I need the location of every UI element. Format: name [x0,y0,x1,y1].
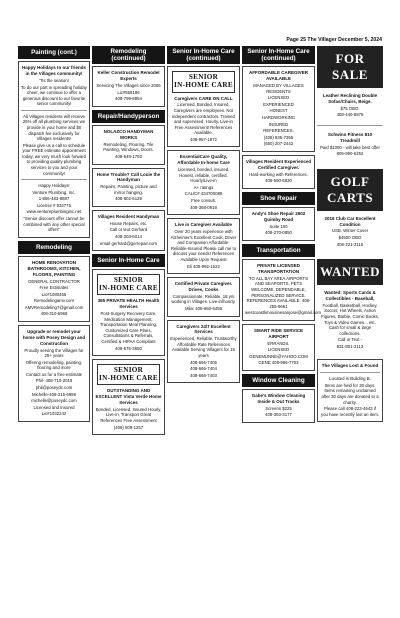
ad-leather-sofas [317,90,383,122]
ad-title: OUTSTANDING AND EXCELLENT Vista Verde Home Services [95,388,162,406]
section-head-shoe-repair: Shoe Repair [242,192,315,205]
ad-line: License # 934775 [37,202,71,208]
ad-title: Happy Holidays to our friends in the Villages community! [21,65,86,77]
ad-line: 408-649-1793 [115,153,142,159]
ad-sports-cards [317,287,383,353]
ad-title: HOME RENOVATION BATHROOMS, KITCHEN, FLOORS, PAINTING [27,260,81,277]
ad-title: SMART RIDE SERVICE AIRPORT [254,327,303,339]
ad-line: michelle@poseydc.com [31,398,77,404]
ad-title: 2016 Club Car Excellent Condition [324,215,376,227]
ad-line: "Senior discount offer cannot be combined with any other special offers" [23,216,85,233]
ad-line: 408-799-8854 [115,96,142,102]
ad-posey-design [18,325,90,422]
ad-line: westcoastlimousinesanjose@gmail.com [245,310,322,316]
ad-line: REFERENCES. [263,128,294,134]
ad-line: 831-801-2113 [336,343,364,349]
ad-venture-plumbing [18,61,90,238]
ad-title: Schwinn Fitness 810 Treadmill [327,131,373,143]
ad-title: Live in Caregiver Available [175,222,232,228]
ad-line: Contact us for a free estimate [25,371,83,377]
ad-line: LICENSED [267,347,290,353]
ad-title: Andy's Shoe Repair 2602 Quimby Road [251,211,306,222]
ad-title: Villages Resident Experienced Certified Caregiver. [245,158,312,170]
ad-line: phil@poseydc.com [35,385,73,391]
ad-line: Experienced, Reliable, Trustworthy Affordable Rate References Available Serving Villagers for 15 years [170,336,237,358]
ad-line: Michelle-408-315-6998 [32,391,76,397]
ad-line: All Villages residents will receive 25% off all plumbing services we provide in your home and $0 dispatch fee exclusively for Villages residents! [22,113,86,142]
ad-line: House Repairs, etc. [109,220,148,226]
section-head-remodeling: Remodeling [18,241,90,254]
ad-line: 408-270-0850 [265,230,292,236]
ad-line: 408-203-6014 [115,233,142,239]
ad-title: Leather Reclining Double Sofas/Chairs, Beige. [322,93,378,104]
ad-line: INSURED [268,121,289,127]
ad-line: 408-221-2115 [336,241,364,247]
column-3 [167,46,240,386]
ad-certified-private-caregiver [167,277,240,316]
ad-line: 408-666-7405 [190,359,217,365]
section-head-window-cleaning: Window Cleaning [242,374,315,387]
ad-title: Upgrade or remodel your home with Posey Design and Construction [22,329,86,346]
ad-schwinn-treadmill [317,129,383,161]
ad-line: 408-393-3177 [265,412,292,418]
ad-365-private-health [92,269,165,356]
ad-line: email gerhard@gerrepair.com [100,240,157,246]
ad-line: GENERAL CONTRACTOR [28,278,80,284]
ad-line: USB, Winter Cover [331,228,369,234]
ad-title: Caregivers 24/7 Excellent Services [176,323,231,335]
ad-line: 'Tis the season! [39,77,69,83]
section-head-senior-care-continued-2: Senior In-Home Care (continued) [242,46,315,64]
senior-care-logo: SENIOR IN-HOME CARE [97,274,160,295]
section-head-senior-care-continued: Senior In-Home Care (continued) [167,46,240,64]
ad-line: (650) 207-2442 [263,141,294,147]
ad-title: 365 PRIVATE HEALTH Health Services [97,298,160,310]
ad-line: Over 20 years experience with Alzheimer's Excellent Cook, Driver and Companion Affordable-Reliable-Insured Please call me to discuss your needs! References Available Upon Request [170,229,237,262]
ad-villages-handyman [92,210,165,251]
ad-line: Lic#1080465 [41,291,67,297]
ad-line: HONEST [269,108,288,114]
ad-smart-ride [242,324,315,371]
ad-private-transportation [242,259,322,321]
ad-line: Repairs, Painting, picture and mirror hanging. [100,184,157,195]
ad-title: Villages Resident Handyman [97,213,160,219]
ad-line: 408-590-6830 [265,178,292,184]
ad-line: 408-368-0918 [190,204,217,210]
column-4 [242,46,322,426]
ad-line: 408-676-3650 [115,345,142,351]
ad-line: Post-Surgery Recovery Care, Medication Management, Transportation Meal Planning, Customized Care Plans, Consultations & Referrals, Certified & HIPAA Compliant [99,311,158,345]
ad-line: 408-802-6129 [115,196,142,202]
ad-title: Gabe's Window Cleaning Inside & Out Tracks [251,393,306,404]
ad-line: Phil- 408-710-2019 [35,378,73,384]
ad-line: Offering remodeling, painting, flooring and more [25,359,83,371]
ad-line: 408-666-7403 [190,372,217,378]
ad-line: 805-990-6252 [336,151,364,157]
section-head-transportation: Transportation [242,244,315,257]
ad-line: 408-310-6969 [40,311,68,317]
ad-affordable-caregiver [242,66,315,151]
ad-line: Suite 100 [269,223,288,229]
ad-nolazco-handyman [92,125,165,164]
ad-line: TO ALL BAY AREA AIRPORTS AND SEAPORTS. PETS WELCOME. DEPENDABLE, PERSONALIZED SERVICE. REFERENCES AVAILABLE. 408-255-9661 [246,275,311,309]
senior-care-logo: SENIOR IN-HOME CARE [172,71,235,92]
column-1 [18,46,90,425]
column-5 [317,46,383,425]
ad-line: www.ventureplumbinginc.net [26,209,82,215]
ad-line: Free Estimates [39,285,69,291]
ad-line: EXPERIENCED [263,101,294,107]
ad-lost-and-found [317,359,383,422]
ad-line: 408-440-6875 [336,112,364,118]
section-head-wanted: WANTED [317,259,383,285]
ad-line: Proudly serving the Villages for 25+ years [24,347,84,359]
ad-line: (408) 509-1257 [113,424,144,430]
ad-line: Licensed and Insured [33,404,75,410]
section-head-handyperson: Repair/Handyperson [92,110,165,123]
ad-title: Certified Private Caregiver. Drives, Cooks [174,281,233,292]
ad-line: 408-666-7404 [190,366,217,372]
section-head-senior-care: Senior In-Home Care [92,254,165,267]
ad-line: Screens $225 [265,405,292,411]
section-head-remodeling-continued: Remodeling (continued) [92,46,165,64]
ad-line: 1-866-483-8887 [38,196,70,202]
ad-title: NOLAZCO HANDYMAN WORKS [103,129,154,140]
ad-caregivers-24-7 [167,320,240,384]
ad-line: ERRANDS. [267,340,290,346]
ad-line: Hard-working with References. [249,171,308,177]
ad-line: Paid $1000 - will take best offer [320,144,380,150]
ad-line: GENEMUNNE@YAHOO.COM [249,353,308,359]
ad-title: Home Trouble? Call Louie the Handyman [96,171,161,183]
ad-villages-certified-caregiver [242,155,315,189]
ad-line: Licensed, Bonded, Insured. Caregivers are employees. Not independent contractors. Trained and supervised. Hourly, Live-in Free Assessment! References Available. [172,102,235,136]
ad-line: Compassionate, Reliable. 18 yrs working in Villages. Live-in/hourly. [171,293,236,305]
ad-keller-construction [92,66,165,106]
ad-louie-handyman [92,168,165,207]
ad-line: A+ ratings [193,184,214,190]
page-header: Page 25 The Villager December 5, 2024 [286,37,382,43]
ad-line: (408) 835-7355 [263,134,294,140]
ad-title: EssentialCare Quality, Affordable In-home Care [177,154,230,166]
ad-line: Happy Holidays! [38,183,70,189]
ad-line: Eli 408-992-1522 [187,263,220,269]
ad-line: GENE 408-966-7703 [258,360,299,366]
ad-line: Free consult. [191,198,216,204]
ad-line: Please call 408-223-4643 if you have recently lost an item. [320,406,380,417]
ad-care-on-call [167,66,240,147]
ad-line: MANAGED BY VILLAGES RESIDENTS [253,83,304,94]
ad-line: To do our part in spreading holiday cheer, we continue to offer a generous discount to our favorite senior community! [21,84,87,107]
ad-club-car [317,213,383,251]
ad-line: Call or text Gerhard [109,227,148,233]
ad-vista-verde [92,359,165,435]
ad-line: Call or Text - [337,337,363,343]
ad-line: Lic#1032242 [41,411,67,417]
ad-line: Servicing The Villages since 2006 [96,83,161,89]
ad-line: Bonded, Licensed, Insured Hourly, Live-in, Transport Great References Free Assessment [95,406,162,424]
ad-title: The Villages Lost & Found [321,363,379,369]
senior-care-logo: SENIOR IN-HOME CARE [97,364,160,385]
ad-live-in-caregiver [167,218,240,274]
ad-line: AMVRemodeling7@gmail.com [24,304,84,310]
ad-line: Located in Building B. [329,376,371,382]
ad-essentialcare [167,150,240,215]
ad-line: HARDWORKING [261,115,296,121]
column-2 [92,46,165,438]
ad-andys-shoe-repair [242,207,315,241]
ad-line: Mila: 408-660-6459 [184,305,223,311]
ad-line: Items are held for 30 days. Items remaining unclaimed after 30 days are donated to a charity. [321,382,379,405]
ad-line: Please give us a call to schedule your FREE estimate appointment today, we very much look forward to providing quality plumbing services to you and your community! [22,142,86,176]
ad-line: Venture Plumbing, Inc. [32,189,76,195]
ad-gabes-window-cleaning [242,389,315,423]
section-head-golf-carts: GOLF CARTS [317,169,383,211]
ad-title: Keller Construction Remodel Experts [97,70,160,82]
ad-title: Caregivers CARE ON CALL [174,95,233,101]
ad-line: Lic#559186 [117,89,140,95]
section-head-painting: Painting (cont.) [18,46,90,59]
ad-line: $4500 OBO [338,234,362,240]
ad-title: PRIVATE LICENSED TRANSPORTATION [257,263,300,274]
ad-title: Wanted: Sports Cards & Collectibles - Baseball, [324,290,376,301]
ad-line: CALIC# 434700088 [184,191,223,197]
ad-line: Remodelingamv.com [33,298,75,304]
ad-line: LICENSED [267,95,290,101]
ad-line: 408-957-1872 [190,136,217,142]
ad-line: $75 OBO. [340,105,360,111]
ad-line: Licensed, bonded, insured. Honest, reliable, certified. Hourly/Live-in [177,167,230,184]
ad-line: Football, Basketball, Hockey, Soccer, Hot Wheels, Action Figures, Barbie, Comic Books, Toys & Video Games... etc. Cash for small & large collections. [320,302,380,336]
ad-title: AFFORDABLE CAREGIVER AVAILABLE [248,70,308,82]
ad-line: Remodeling, Flooring, Tile Painting, Windows, Doors. [103,141,154,153]
section-head-for-sale: FOR SALE [317,46,383,88]
ad-amv-remodeling [18,256,90,322]
